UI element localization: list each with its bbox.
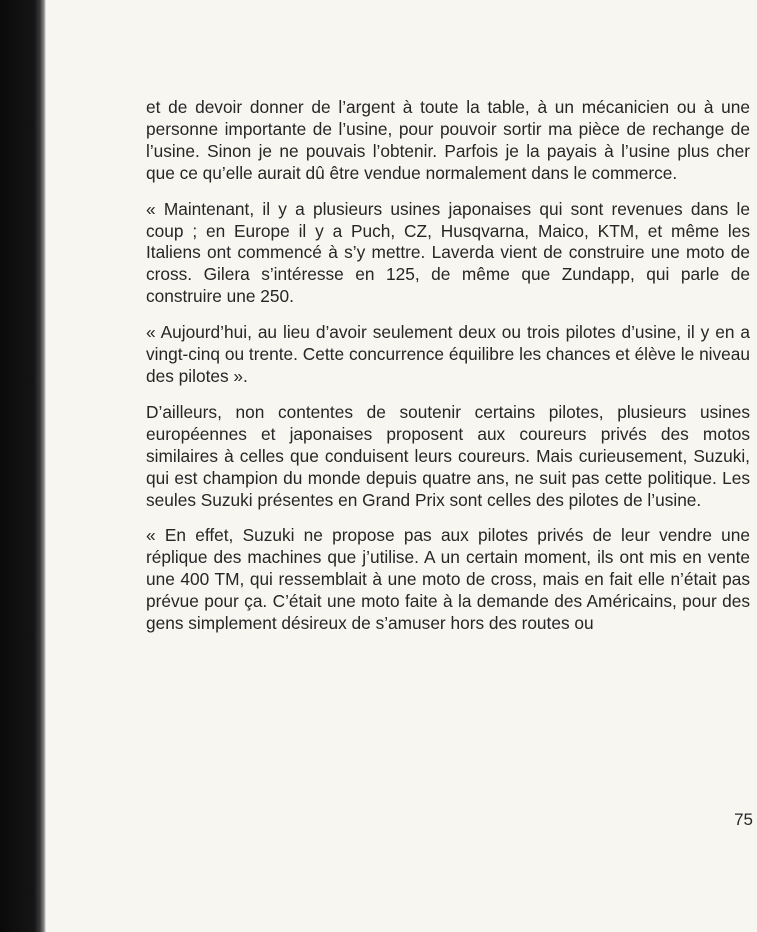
book-page (46, 0, 757, 932)
paragraph-3: « Aujourd’hui, au lieu d’avoir seulement deux ou trois pilotes d’usine, il y en a vingt-cinq ou trente. Cette concurrence équilibre les chances et élève le niveau des pilotes ». (146, 322, 750, 386)
page-number: 75 (734, 810, 753, 829)
book-spine-shadow (0, 0, 46, 932)
paragraph-4: D’ailleurs, non contentes de soutenir certains pilotes, plusieurs usines européennes et japonaises proposent aux coureurs privés des motos similaires à celles que conduisent leurs coureurs. Mais curieusement, Suzuki, qui est champion du monde depuis quatre ans, ne suit pas cette politique. Les seules Suzuki présentes en Grand Prix sont celles des pilotes de l’usine. (146, 401, 750, 510)
paragraph-2: « Maintenant, il y a plusieurs usines japonaises qui sont revenues dans le coup ; en Europe il y a Puch, CZ, Husqvarna, Maico, KTM, et même les Italiens ont commencé à s’y mettre. Laverda vient de construire une moto de cross. Gilera s’intéresse en 125, de même que Zundapp, qui parle de construire une 250. (146, 198, 750, 307)
paragraph-1: et de devoir donner de l’argent à toute la table, à un mécanicien ou à une personne importante de l’usine, pour pouvoir sortir ma pièce de rechange de l’usine. Sinon je ne pouvais l’obtenir. Parfois je la payais à l’usine plus cher que ce qu’elle aurait dû être vendue normalement dans le commerce. (146, 97, 750, 183)
paragraph-5: « En effet, Suzuki ne propose pas aux pilotes privés de leur vendre une réplique des machines que j’utilise. A un certain moment, ils ont mis en vente une 400 TM, qui ressemblait à une moto de cross, mais en fait elle n’était pas prévue pour ça. C’était une moto faite à la demande des Américains, pour des gens simplement désireux de s’amuser hors des routes ou (146, 525, 750, 634)
body-text (146, 97, 750, 649)
